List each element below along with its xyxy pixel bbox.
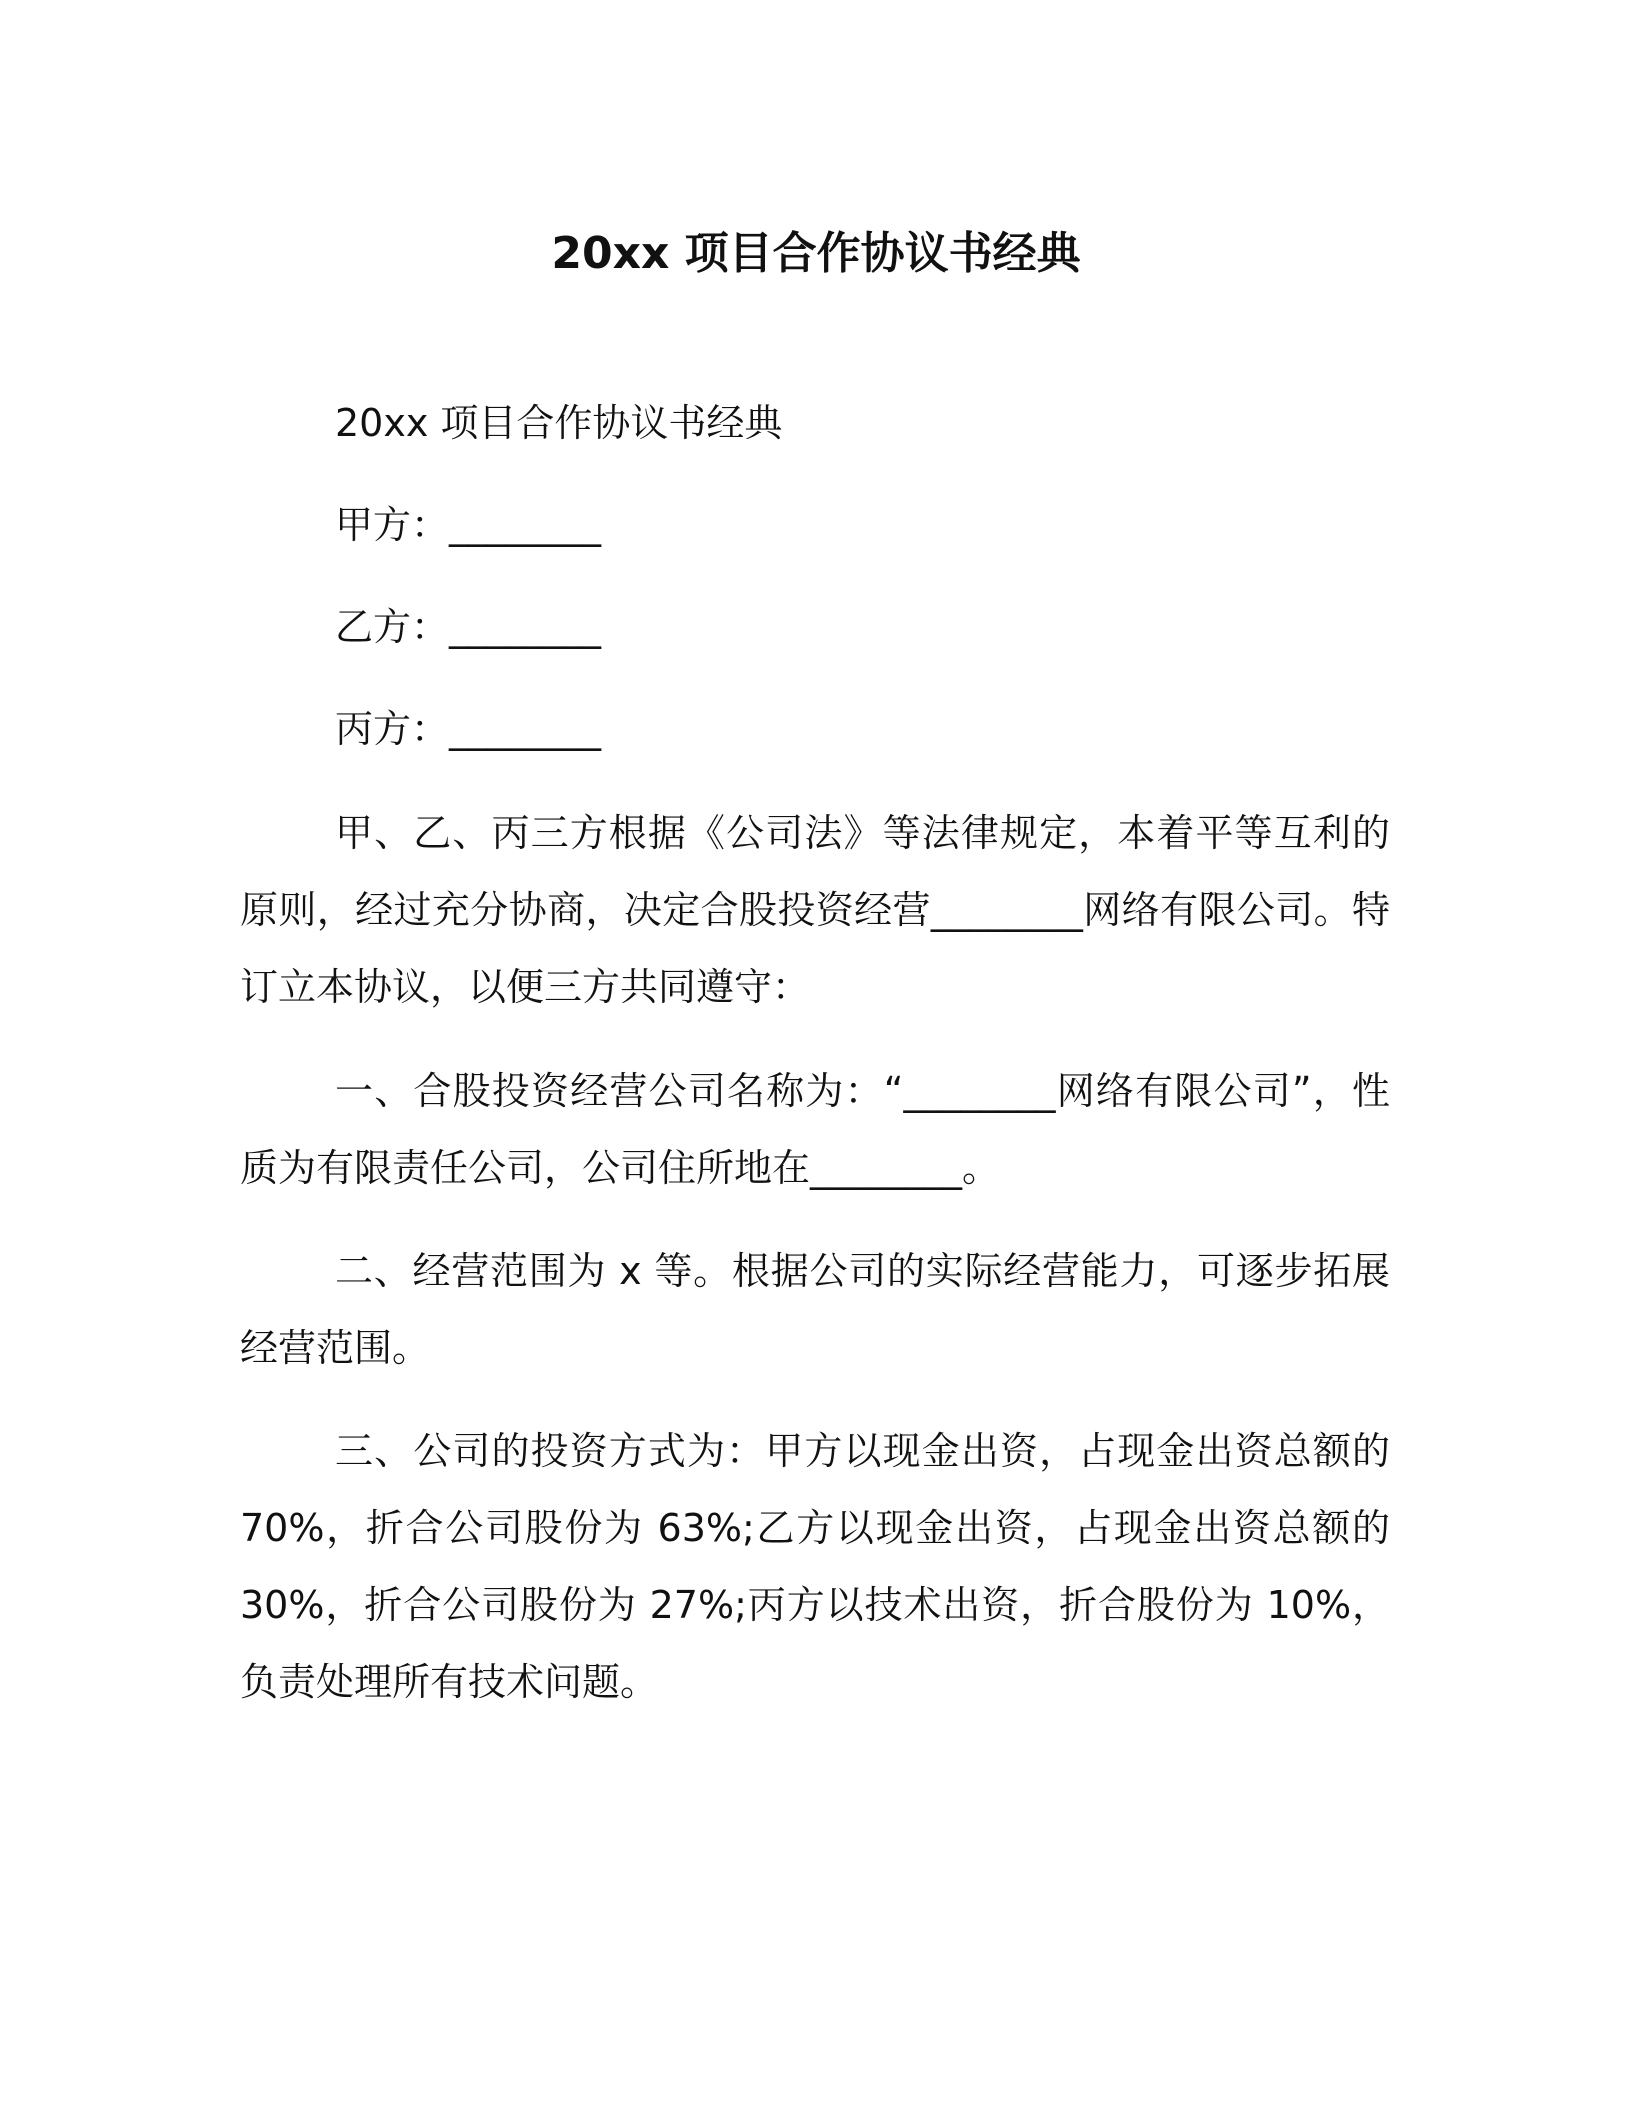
document-subtitle: 20xx 项目合作协议书经典 xyxy=(335,401,783,445)
party-b-line: 乙方：________ xyxy=(335,605,602,649)
clause-three-paragraph: 三、公司的投资方式为：甲方以现金出资，占现金出资总额的70%，折合公司股份为 63%;乙方以现金出资，占现金出资总额的30%，折合公司股份为 27%;丙方以技术出资，折合股份为 10%，负责处理所有技术问题。 xyxy=(240,1429,1390,1704)
document-title: 20xx 项目合作协议书经典 xyxy=(551,228,1081,279)
intro-paragraph: 甲、乙、丙三方根据《公司法》等法律规定，本着平等互利的原则，经过充分协商，决定合股投资经营________网络有限公司。特订立本协议，以便三方共同遵守： xyxy=(240,811,1390,1009)
clause-one-paragraph: 一、合股投资经营公司名称为：“________网络有限公司”，性质为有限责任公司，公司住所地在________。 xyxy=(240,1069,1390,1190)
clause-two-paragraph: 二、经营范围为 x 等。根据公司的实际经营能力，可逐步拓展经营范围。 xyxy=(240,1249,1390,1370)
party-c-line: 丙方：________ xyxy=(335,707,602,751)
party-a-line: 甲方：________ xyxy=(335,503,602,547)
